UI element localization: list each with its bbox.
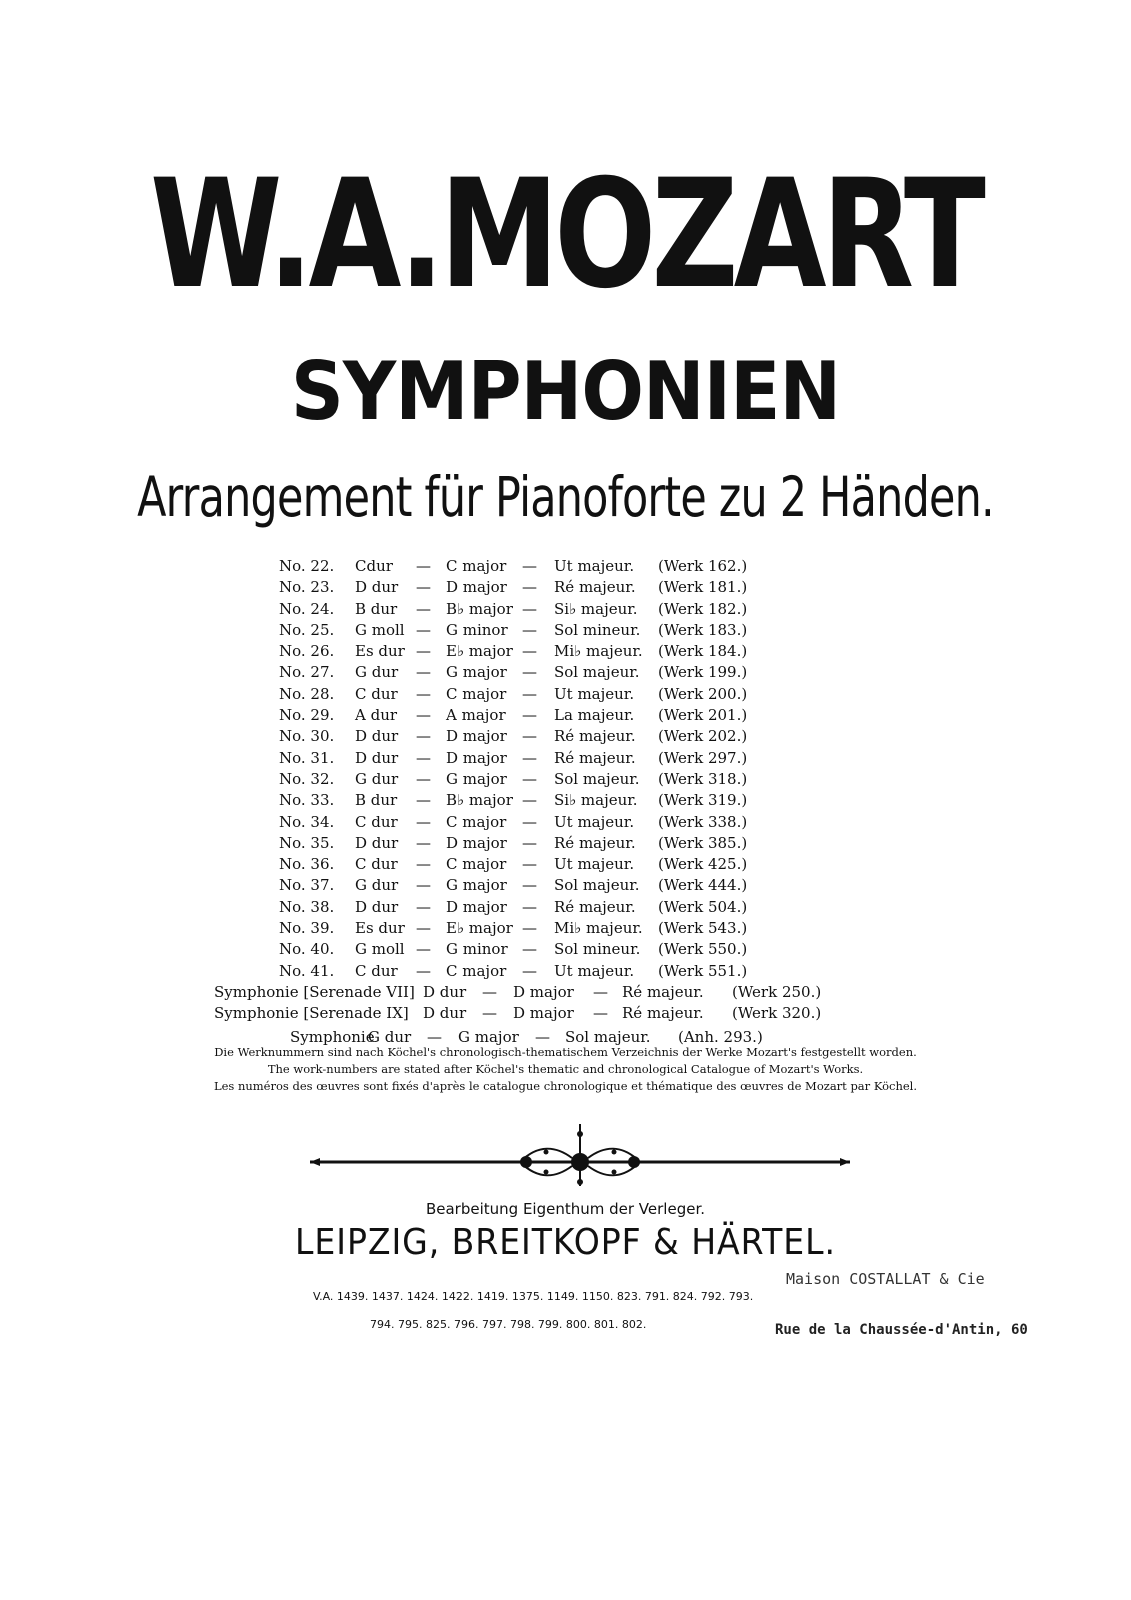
english-key: E♭ major — [446, 919, 513, 938]
plate-numbers: 794. 795. 825. 796. 797. 798. 799. 800. 801. 802. — [370, 1318, 647, 1331]
german-key: D dur — [355, 833, 399, 852]
extra-work-label: Symphonie [Serenade IX] — [214, 1003, 409, 1022]
german-key: G dur — [355, 876, 399, 895]
dash: — — [416, 833, 431, 852]
german-key: D dur — [355, 897, 399, 916]
french-key: Ut majeur. — [554, 961, 635, 980]
symphony-row — [0, 833, 1131, 854]
symphony-row — [0, 748, 1131, 769]
dash: — — [522, 748, 537, 767]
dash: — — [427, 1027, 442, 1046]
english-key: C major — [446, 557, 507, 575]
ornament-divider-icon — [310, 1120, 850, 1190]
symphony-rows — [0, 556, 1131, 982]
dash: — — [416, 940, 431, 959]
english-key: B♭ major — [446, 599, 513, 618]
extra-work-label: Symphonie — [290, 1027, 375, 1046]
dash: — — [416, 769, 431, 788]
english-key: E♭ major — [446, 642, 513, 661]
dash: — — [522, 812, 537, 831]
composer-name: W.A.MOZART — [149, 148, 982, 322]
symphony-row — [0, 599, 1131, 620]
catalogue-number: (Werk 297.) — [658, 748, 748, 767]
french-key: Sol majeur. — [554, 769, 640, 788]
french-key: Ut majeur. — [554, 855, 635, 874]
german-key: B dur — [355, 599, 398, 618]
dash: — — [416, 748, 431, 767]
french-key: Sol majeur. — [554, 876, 640, 895]
catalogue-number: (Werk 200.) — [658, 684, 748, 703]
dash: — — [522, 727, 537, 746]
dash: — — [522, 620, 537, 639]
catalogue-number: (Werk 385.) — [658, 833, 748, 852]
dash: — — [522, 855, 537, 874]
english-key: G major — [446, 769, 507, 788]
symphony-number: No. 41. — [279, 961, 335, 980]
symphony-number: No. 26. — [279, 642, 335, 661]
symphony-number: No. 27. — [279, 663, 335, 682]
dash: — — [416, 642, 431, 661]
symphony-row — [0, 897, 1131, 918]
german-key: D dur — [355, 727, 399, 746]
german-key: D dur — [355, 578, 399, 597]
french-key: La majeur. — [554, 706, 635, 725]
french-key: Ré majeur. — [554, 833, 636, 852]
german-key: D dur — [423, 1003, 467, 1022]
dash: — — [522, 897, 537, 916]
catalogue-note-german: Die Werknummern sind nach Köchel's chronologisch-thematischem Verzeichnis der Werke Mozart's festgestellt worden. — [214, 1045, 917, 1059]
symphony-number: No. 22. — [279, 557, 335, 575]
symphony-number: No. 36. — [279, 855, 335, 874]
english-key: G major — [446, 876, 507, 895]
extra-work-label: Symphonie [Serenade VII] — [214, 982, 415, 1001]
german-key: G dur — [368, 1027, 412, 1046]
dash: — — [522, 557, 537, 575]
catalogue-number: (Werk 250.) — [732, 982, 822, 1001]
dash: — — [593, 982, 608, 1001]
catalogue-number: (Werk 202.) — [658, 727, 748, 746]
symphony-number: No. 37. — [279, 876, 335, 895]
dealer-stamp-address: Rue de la Chaussée-d'Antin, 60 — [775, 1322, 1028, 1338]
german-key: Cdur — [355, 557, 393, 575]
english-key: D major — [513, 982, 574, 1001]
english-key: D major — [446, 727, 507, 746]
english-key: A major — [446, 706, 506, 725]
dash: — — [416, 897, 431, 916]
catalogue-number: (Werk 199.) — [658, 663, 748, 682]
symphony-row — [0, 641, 1131, 662]
symphony-number: No. 38. — [279, 897, 335, 916]
symphony-row — [0, 620, 1131, 641]
symphony-number: No. 31. — [279, 748, 335, 767]
symphony-number: No. 33. — [279, 791, 335, 810]
english-key: D major — [446, 748, 507, 767]
dash: — — [416, 706, 431, 725]
symphony-number: No. 24. — [279, 599, 335, 618]
catalogue-number: (Werk 338.) — [658, 812, 748, 831]
works-list — [0, 556, 1131, 1048]
french-key: Ut majeur. — [554, 812, 635, 831]
catalogue-number: (Werk 201.) — [658, 706, 748, 725]
catalogue-number: (Werk 504.) — [658, 897, 748, 916]
dash: — — [522, 876, 537, 895]
page-title: SYMPHONIEN — [290, 345, 841, 438]
symphony-number: No. 39. — [279, 919, 335, 938]
catalogue-number: (Werk 318.) — [658, 769, 748, 788]
french-key: Sol majeur. — [565, 1027, 651, 1046]
german-key: G dur — [355, 663, 399, 682]
english-key: C major — [446, 812, 507, 831]
catalogue-number: (Werk 444.) — [658, 876, 748, 895]
plate-numbers: V.A. 1439. 1437. 1424. 1422. 1419. 1375. 1149. 1150. 823. 791. 824. 792. 793. — [313, 1290, 754, 1303]
extra-work-row — [0, 982, 1131, 1003]
german-key: C dur — [355, 812, 398, 831]
french-key: Ré majeur. — [622, 982, 704, 1001]
dash: — — [522, 961, 537, 980]
english-key: C major — [446, 961, 507, 980]
symphony-row — [0, 684, 1131, 705]
dash: — — [416, 620, 431, 639]
catalogue-number: (Anh. 293.) — [678, 1027, 763, 1046]
french-key: Ut majeur. — [554, 557, 635, 575]
german-key: G moll — [355, 940, 405, 959]
symphony-row — [0, 939, 1131, 960]
dash: — — [522, 684, 537, 703]
english-key: B♭ major — [446, 791, 513, 810]
dash: — — [416, 557, 431, 575]
dash: — — [522, 769, 537, 788]
catalogue-number: (Werk 162.) — [658, 557, 748, 575]
dash: — — [522, 833, 537, 852]
extra-work-row — [0, 1003, 1131, 1024]
dash: — — [416, 855, 431, 874]
publisher-name: LEIPZIG, BREITKOPF & HÄRTEL. — [295, 1222, 836, 1263]
dash: — — [416, 684, 431, 703]
symphony-row — [0, 726, 1131, 747]
english-key: G major — [446, 663, 507, 682]
dash: — — [416, 791, 431, 810]
french-key: Si♭ majeur. — [554, 599, 638, 618]
german-key: D dur — [355, 748, 399, 767]
german-key: B dur — [355, 791, 398, 810]
dash: — — [416, 876, 431, 895]
dash: — — [416, 663, 431, 682]
english-key: G minor — [446, 940, 508, 959]
symphony-row — [0, 854, 1131, 875]
dash: — — [522, 663, 537, 682]
catalogue-number: (Werk 182.) — [658, 599, 748, 618]
english-key: G minor — [446, 620, 508, 639]
dash: — — [416, 727, 431, 746]
dash: — — [522, 919, 537, 938]
french-key: Ut majeur. — [554, 684, 635, 703]
catalogue-number: (Werk 320.) — [732, 1003, 822, 1022]
symphony-number: No. 23. — [279, 578, 335, 597]
dealer-stamp: Maison COSTALLAT & Cie — [786, 1270, 985, 1288]
german-key: G moll — [355, 620, 405, 639]
dash: — — [416, 961, 431, 980]
english-key: C major — [446, 855, 507, 874]
french-key: Ré majeur. — [554, 578, 636, 597]
symphony-number: No. 28. — [279, 684, 335, 703]
english-key: D major — [446, 897, 507, 916]
french-key: Sol majeur. — [554, 663, 640, 682]
catalogue-number: (Werk 181.) — [658, 578, 748, 597]
dash: — — [482, 982, 497, 1001]
dash: — — [522, 940, 537, 959]
symphony-number: No. 34. — [279, 812, 335, 831]
catalogue-number: (Werk 551.) — [658, 961, 748, 980]
symphony-number: No. 30. — [279, 727, 335, 746]
french-key: Ré majeur. — [554, 748, 636, 767]
dash: — — [416, 812, 431, 831]
symphony-row — [0, 961, 1131, 982]
english-key: D major — [513, 1003, 574, 1022]
symphony-row — [0, 790, 1131, 811]
dash: — — [593, 1003, 608, 1022]
dash: — — [416, 919, 431, 938]
german-key: G dur — [355, 769, 399, 788]
symphony-row — [0, 662, 1131, 683]
symphony-row — [0, 769, 1131, 790]
french-key: Ré majeur. — [622, 1003, 704, 1022]
dash: — — [522, 791, 537, 810]
french-key: Mi♭ majeur. — [554, 642, 643, 661]
symphony-number: No. 29. — [279, 706, 335, 725]
dash: — — [522, 642, 537, 661]
symphony-number: No. 40. — [279, 940, 335, 959]
catalogue-number: (Werk 184.) — [658, 642, 748, 661]
german-key: C dur — [355, 855, 398, 874]
catalogue-number: (Werk 543.) — [658, 919, 748, 938]
dash: — — [522, 578, 537, 597]
english-key: D major — [446, 833, 507, 852]
symphony-number: No. 25. — [279, 620, 335, 639]
symphony-number: No. 35. — [279, 833, 335, 852]
english-key: C major — [446, 684, 507, 703]
german-key: C dur — [355, 961, 398, 980]
french-key: Sol mineur. — [554, 620, 641, 639]
french-key: Ré majeur. — [554, 897, 636, 916]
dash: — — [535, 1027, 550, 1046]
catalogue-number: (Werk 319.) — [658, 791, 748, 810]
symphony-row — [0, 556, 1131, 577]
dash: — — [522, 706, 537, 725]
symphony-row — [0, 812, 1131, 833]
catalogue-note-english: The work-numbers are stated after Köchel's thematic and chronological Catalogue of Mozart's Works. — [267, 1062, 864, 1076]
dash: — — [482, 1003, 497, 1022]
catalogue-number: (Werk 425.) — [658, 855, 748, 874]
french-key: Ré majeur. — [554, 727, 636, 746]
dash: — — [522, 599, 537, 618]
catalogue-note-french: Les numéros des œuvres sont fixés d'après le catalogue chronologique et thématique des œuvres de Mozart par Köchel. — [213, 1079, 918, 1093]
german-key: Es dur — [355, 642, 405, 661]
english-key: D major — [446, 578, 507, 597]
symphony-number: No. 32. — [279, 769, 335, 788]
german-key: A dur — [355, 706, 398, 725]
symphony-row — [0, 875, 1131, 896]
dash: — — [416, 578, 431, 597]
french-key: Sol mineur. — [554, 940, 641, 959]
german-key: C dur — [355, 684, 398, 703]
dash: — — [416, 599, 431, 618]
english-key: G major — [458, 1027, 519, 1046]
catalogue-number: (Werk 550.) — [658, 940, 748, 959]
german-key: D dur — [423, 982, 467, 1001]
arrangement-subtitle: Arrangement für Pianoforte zu 2 Händen. — [137, 465, 994, 529]
french-key: Mi♭ majeur. — [554, 919, 643, 938]
catalogue-number: (Werk 183.) — [658, 620, 748, 639]
rights-notice: Bearbeitung Eigenthum der Verleger. — [425, 1200, 706, 1218]
symphony-row — [0, 918, 1131, 939]
german-key: Es dur — [355, 919, 405, 938]
symphony-row — [0, 577, 1131, 598]
french-key: Si♭ majeur. — [554, 791, 638, 810]
symphony-row — [0, 705, 1131, 726]
